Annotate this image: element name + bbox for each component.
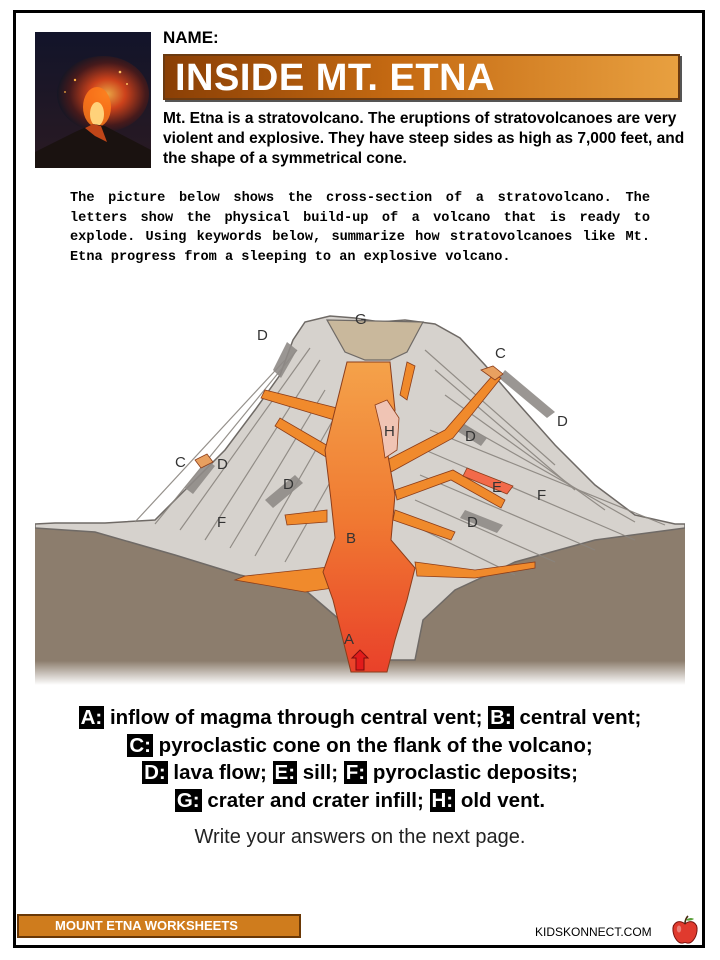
label-g: G [355, 311, 367, 328]
footer-label: MOUNT ETNA WORKSHEETS [55, 918, 238, 933]
title-banner [163, 54, 680, 100]
key-text-g: crater and crater infill; [207, 788, 424, 812]
legend-line-4 [40, 787, 680, 815]
key-text-h: old vent. [460, 788, 546, 812]
key-text-a: inflow of magma through central vent; [109, 706, 483, 729]
key-badge-b: B: [490, 706, 512, 729]
label-d-lower-right: D [467, 514, 478, 531]
intro-paragraph: Mt. Etna is a stratovolcano. The eruptions of stratovolcanoes are very violent and explosive. They have steep sides as high as 7,000 feet, and the shape of a symmetrical cone. [163, 110, 685, 167]
label-d-right: D [557, 413, 568, 430]
label-e: E [492, 479, 503, 496]
name-label: NAME: [163, 28, 219, 47]
legend-line-3 [40, 759, 680, 787]
label-d-top-left: D [257, 327, 268, 344]
key-badge-h: H: [431, 788, 454, 812]
key-text-b: central vent; [519, 706, 642, 729]
legend-line-2 [40, 732, 680, 760]
key-text-d: lava flow; [173, 761, 267, 784]
key-badge-e: E: [274, 761, 296, 784]
apple-icon [668, 913, 702, 947]
page-title: INSIDE MT. ETNA [175, 57, 495, 99]
label-d-mid-left: D [283, 476, 294, 493]
etna-eruption-photo [35, 32, 151, 168]
label-h: H [384, 423, 395, 440]
site-link[interactable]: KIDSKONNECT.COM [535, 925, 652, 939]
label-a: A [344, 631, 355, 648]
label-f-left: F [217, 514, 227, 531]
label-c-right: C [495, 345, 506, 362]
label-d-upper-right: D [465, 428, 476, 445]
write-answers-note: Write your answers on the next page. [194, 826, 526, 848]
label-b: B [346, 530, 357, 547]
legend-line-1 [40, 704, 680, 732]
key-badge-g: G: [176, 788, 200, 812]
label-f-right: F [537, 487, 547, 504]
key-badge-c: C: [129, 733, 151, 757]
key-text-e: sill; [302, 761, 339, 784]
instructions-paragraph: The picture below shows the cross-section of a stratovolcano. The letters show the physical build-up of a volcano that is ready to explode. Using keywords below, summarize how stratovolcanoes like Mt. Etna progress from a sleeping to an explosive volcano. [70, 191, 650, 265]
key-badge-d: D: [144, 761, 166, 784]
key-badge-a: A: [80, 706, 103, 729]
footer-banner [17, 914, 301, 938]
key-text-f: pyroclastic deposits; [372, 761, 578, 784]
key-badge-f: F: [345, 761, 366, 784]
key-text-c: pyroclastic cone on the flank of the volcano; [158, 733, 593, 757]
label-c-left: C [175, 454, 186, 471]
volcano-cross-section-diagram [35, 300, 685, 685]
label-d-left: D [217, 456, 228, 473]
keyword-legend [40, 704, 680, 814]
